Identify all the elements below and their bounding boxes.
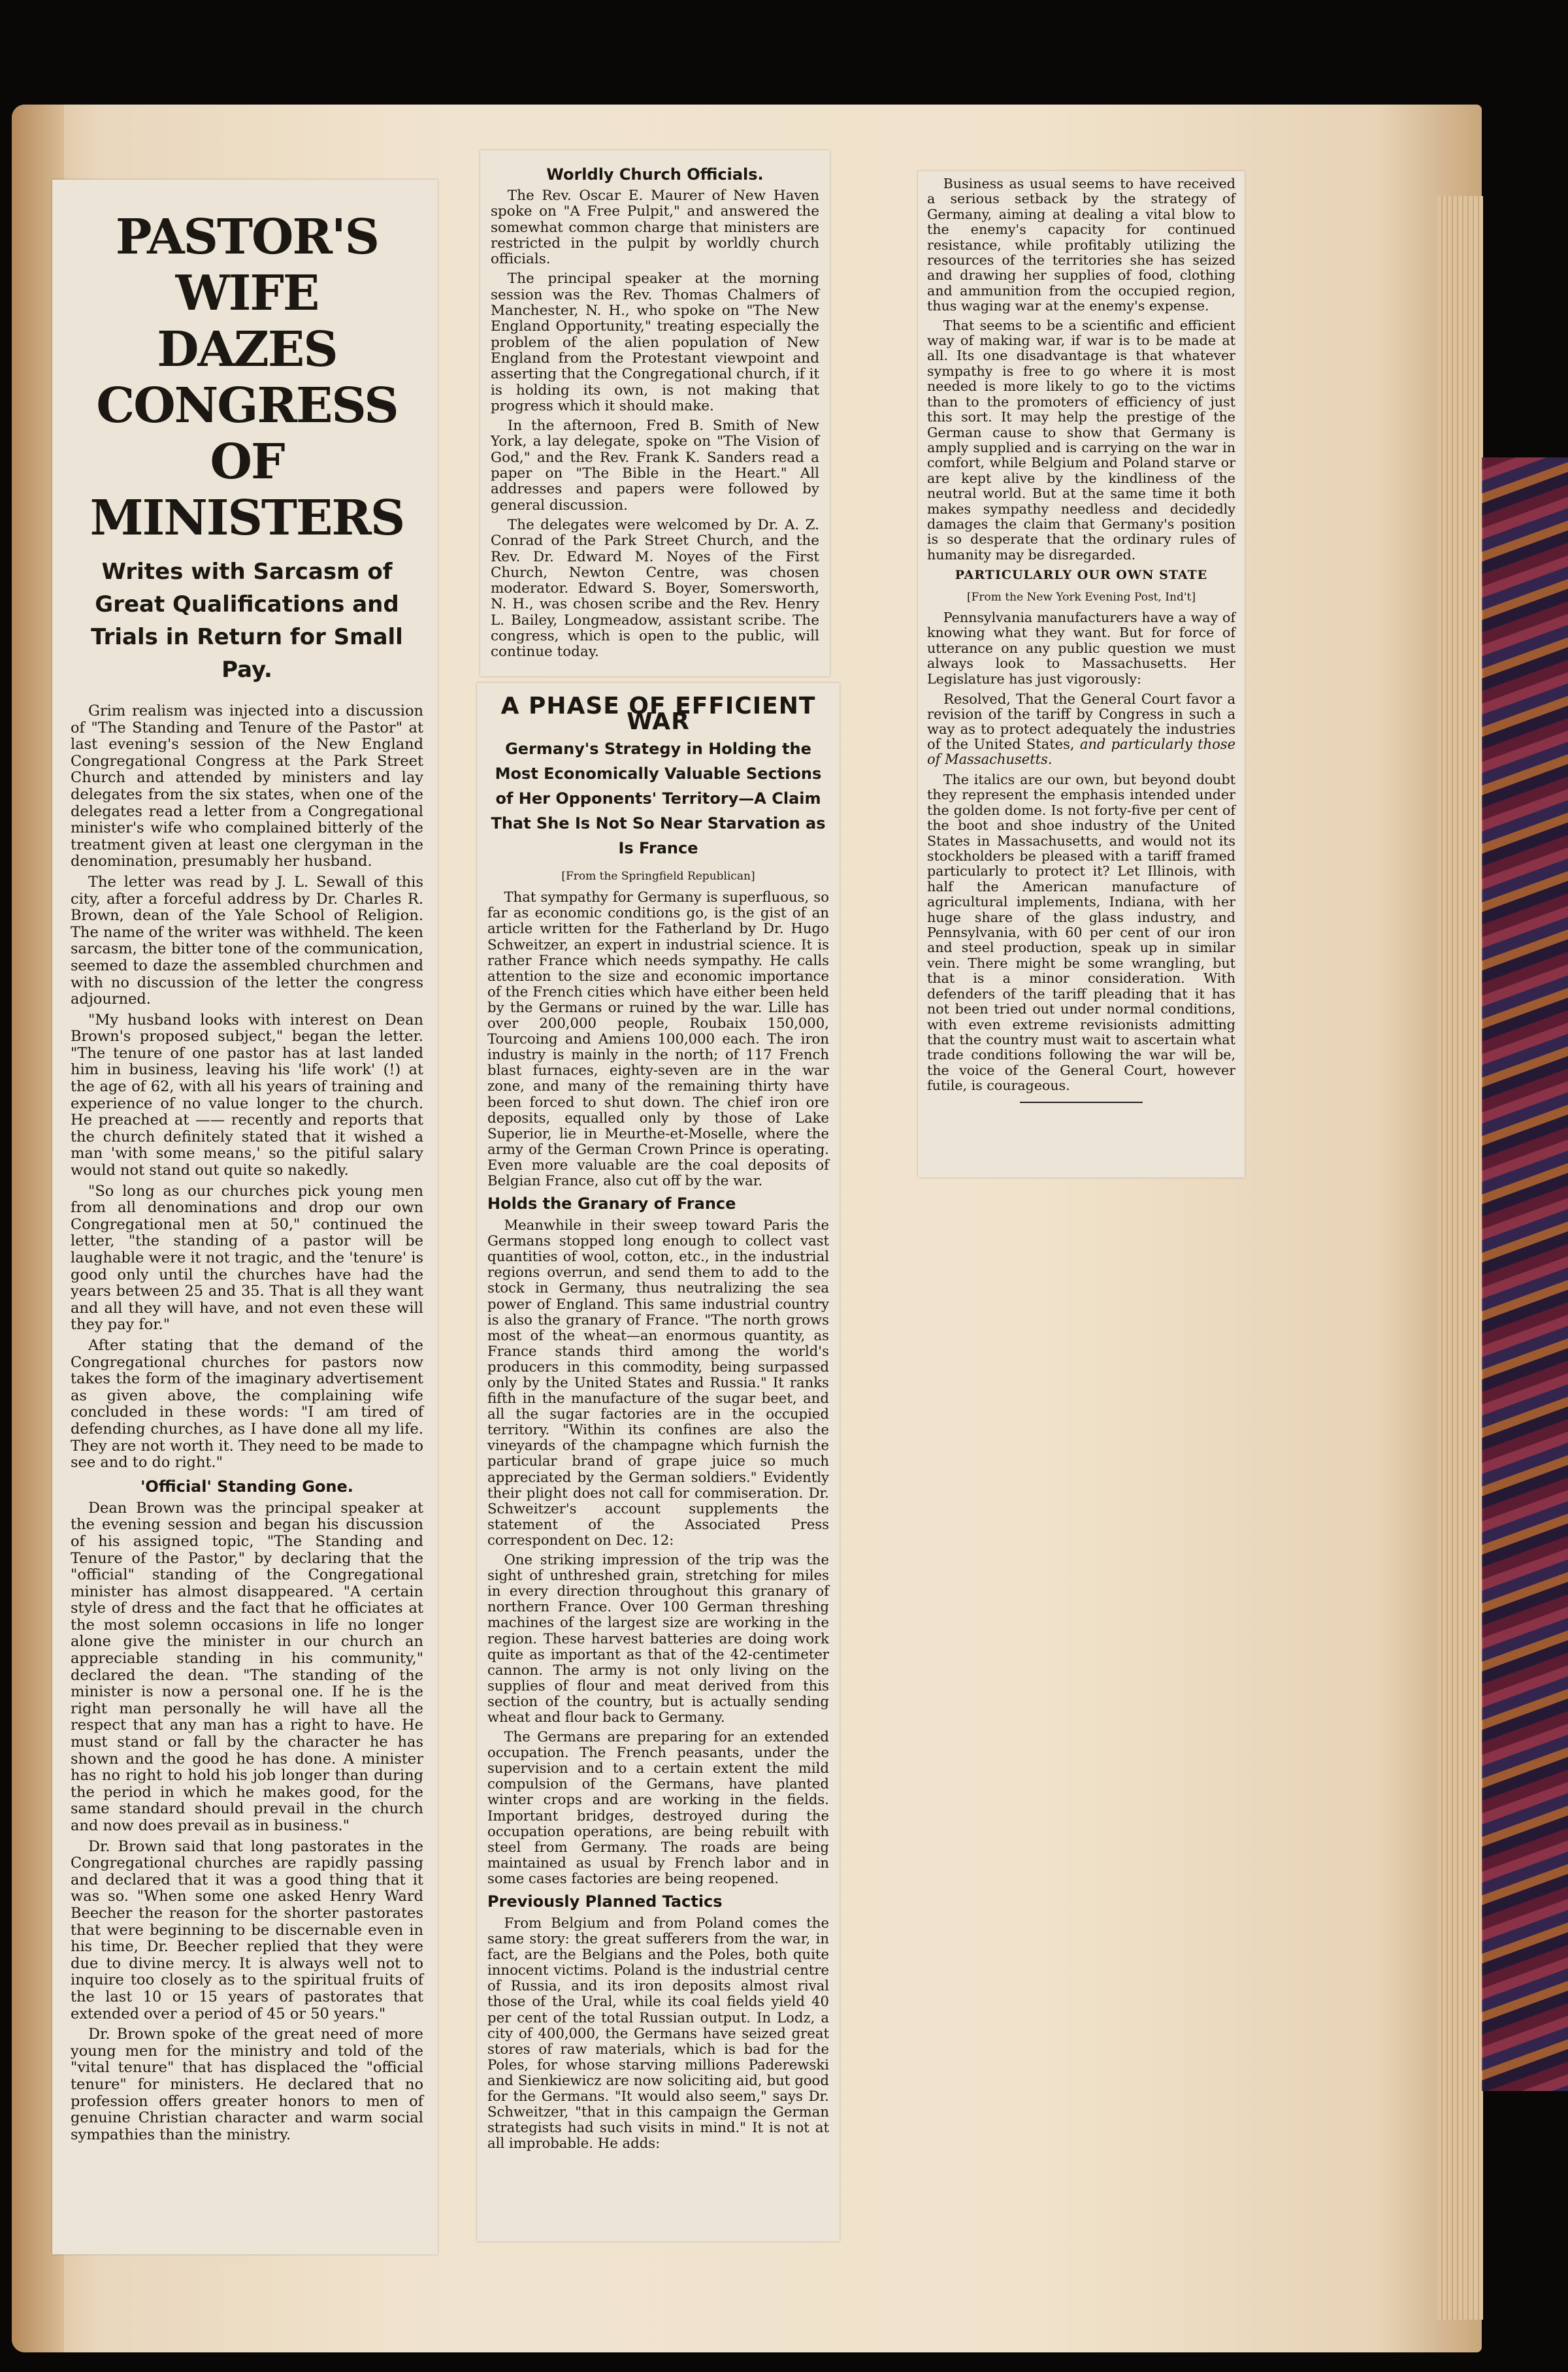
source-line: [From the New York Evening Post, Ind't] bbox=[967, 590, 1196, 604]
paragraph: From Belgium and from Poland comes the same story: the great sufferers from the war, in fact, are the Belgians and the Poles, both quite innocent victims. Poland is the industrial centre of Russia, and its iron deposits almost rival those of the Ural, while its coal fields yield 40 per cent of the total Russian output. In Lodz, a city of 400,000, the Germans have seized great stores of raw materials, which is bad for the Poles, for whose starving millions Paderewski and Sienkiewicz are now soliciting aid, but good for the Germans. "It would also seem," says Dr. Schweitzer, "that in this campaign the German strategists had such visits in mind." It is not at all improbable. He adds: bbox=[487, 1915, 829, 2152]
paragraph: The italics are our own, but beyond doubt they represent the emphasis intended under the golden dome. Is not forty-five per cent of the boot and shoe industry of the United States in Massachusetts, and would not its stockholders be pleased with a tariff framed particularly to protect it? Let Illinois, with half the American manufacture of agricultural implements, Indiana, with her huge share of the glass industry, and Pennsylvania, with 60 per cent of our iron and steel production, speak up in similar vein. There might be some wrangling, but that is a minor consideration. With defenders of the tariff pleading that it has not been tried out under normal conditions, with even extreme revisionists admitting that the country must wait to ascertain what trade conditions following the war will be, the voice of the General Court, however futile, is courageous. bbox=[927, 772, 1235, 1094]
paragraph: The letter was read by J. L. Sewall of this city, after a forceful address by Dr. Charles R. Brown, dean of the Yale School of Religion. The name of the writer was withheld. The keen sarcasm, the bitter tone of the communication, seemed to daze the assembled churchmen and with no discussion of the letter the congress adjourned. bbox=[71, 873, 423, 1008]
clipping-phase-of-efficient-war bbox=[477, 683, 840, 2241]
paragraph: Dean Brown was the principal speaker at the evening session and began his discussion of his assigned topic, "The Standing and Tenure of the Pastor," by declaring that the "official" standing of the Congregational minister has almost disappeared. "A certain style of dress and the fact that he officiates at the most solemn occasions in life no longer alone give the minister in our church an appreciable standing in his community," declared the dean. "The standing of the minister is now a personal one. If he is the right man personally he will have all the respect that any man has a right to have. He must stand or fall by the character he has shown and the good he has done. A minister has no right to hold his job longer than during the period in which he makes good, for the same standard should prevail in the church and now does prevail as in business." bbox=[71, 1499, 423, 1834]
source-line: [From the Springfield Republican] bbox=[561, 870, 755, 883]
subhead: Worldly Church Officials. bbox=[546, 165, 764, 184]
paragraph: One striking impression of the trip was the sight of unthreshed grain, stretching for miles in every direction throughout this granary of northern France. Over 100 German threshing machines of the largest size are working in the region. These harvest batteries are doing work quite as important as that of the 42-centimeter cannon. The army is not only living on the supplies of flour and meat derived from this section of the country, but is actually sending wheat and flour back to Germany. bbox=[487, 1551, 829, 1725]
headline: A PHASE OF EFFICIENT WAR bbox=[500, 693, 816, 736]
paragraph: Grim realism was injected into a discussion of "The Standing and Tenure of the Pastor" at last evening's session of the New England Congregational Congress at the Park Street Church and attended by ministers and lay delegates from the six states, when one of the delegates read a letter from a Congregational minister's wife who complained bitterly of the treatment given at least one clergyman in the denomination, presumably her husband. bbox=[71, 702, 423, 870]
end-rule bbox=[1020, 1102, 1143, 1103]
resolution-italic: and particularly those of Massachusetts. bbox=[927, 736, 1235, 767]
resolution-quote bbox=[927, 692, 1235, 767]
clipping-particularly-our-own-state bbox=[918, 171, 1245, 1178]
paragraph: The delegates were welcomed by Dr. A. Z. Conrad of the Park Street Church, and the Rev. Dr. Edward M. Noyes of the First Church, Newton Centre, was chosen moderator. Edward S. Boyer, Somersworth, N. H., was chosen scribe and the Rev. Henry L. Bailey, Longmeadow, assistant scribe. The congress, which is open to the public, will continue today. bbox=[491, 516, 819, 661]
paragraph: Dr. Brown spoke of the great need of more young men for the ministry and told of the "vital tenure" that has displaced the "official tenure" for ministers. He declared that no profession offers greater honors to men of genuine Christian character and warm social sympathies than the ministry. bbox=[71, 2026, 423, 2143]
headline bbox=[71, 209, 423, 546]
resolution-text: Resolved, That the General Court favor a revision of the tariff by Congress in such a way as to protect adequately the industries of the United States, bbox=[927, 691, 1235, 752]
clipping-pastors-wife bbox=[52, 180, 438, 2254]
paragraph: Pennsylvania manufacturers have a way of knowing what they want. But for force of utterance on any public question we must always look to Massachusetts. Her Legislature has just vigorously: bbox=[927, 609, 1235, 687]
marbled-endpaper bbox=[1482, 457, 1568, 2091]
headline: PARTICULARLY OUR OWN STATE bbox=[955, 568, 1208, 583]
paragraph: Business as usual seems to have received a serious setback by the strategy of Germany, aiming at dealing a vital blow to the enemy's capacity for continued resistance, while profitably utilizing the resources of the territories she has seized and drawing her supplies of food, clothing and ammunition from the occupied region, thus waging war at the enemy's expense. bbox=[927, 176, 1235, 314]
paragraph: The Germans are preparing for an extended occupation. The French peasants, under the supervision and to a certain extent the mild compulsion of the Germans, have planted winter crops and are working in the fields. Important bridges, destroyed during the occupation operations, are being rebuilt with steel from Germany. The roads are being maintained as usual by French labor and in some cases factories are being reopened. bbox=[487, 1728, 829, 1886]
deck: Writes with Sarcasm of Great Qualifications and Trials in Return for Small Pay. bbox=[91, 559, 403, 683]
paragraph: That seems to be a scientific and efficient way of making war, if war is to be made at all. Its one disadvantage is that whatever sympathy is free to go where it is most needed is more likely to go to the victims than to the promoters of efficiency of just this sort. It may help the prestige of the German cause to show that Germany is amply supplied and is carrying on the war in comfort, while Belgium and Poland starve or are kept alive by the kindliness of the neutral world. But at the same time it both makes sympathy needless and decidedly damages the claim that Germany's position is so desperate that the ordinary rules of humanity may be disregarded. bbox=[927, 317, 1235, 563]
page-stack-edge bbox=[1437, 196, 1483, 2320]
deck: Germany's Strategy in Holding the Most Economically Valuable Sections of Her Opponents' Territory—A Claim That She Is Not So Near Starvation as Is France bbox=[491, 740, 826, 858]
paragraph: "My husband looks with interest on Dean Brown's proposed subject," began the letter. "The tenure of one pastor has at last landed him in business, leaving his 'life work' (!) at the age of 62, with all his years of training and experience of no value longer to the church. He preached at —— recently and reports that the church definitely stated that it wished a man 'with some means,' so the pitiful salary would not stand out quite so nakedly. bbox=[71, 1011, 423, 1179]
paragraph: That sympathy for Germany is superfluous, so far as economic conditions go, is the gist of an article written for the Fatherland by Dr. Hugo Schweitzer, an expert in industrial science. It is rather France which needs sympathy. He calls attention to the size and economic importance of the French cities which have either been held by the Germans or ruined by the war. Lille has over 200,000 people, Roubaix 150,000, Tourcoing and Amiens 100,000 each. The iron industry is mainly in the north; of 117 French blast furnaces, eighty-seven are in the war zone, and many of the remaining thirty have been forced to shut down. The chief iron ore deposits, equalled only by those of Lake Superior, lie in Meurthe-et-Moselle, where the army of the German Crown Prince is operating. Even more valuable are the coal deposits of Belgian France, also cut off by the war. bbox=[487, 889, 829, 1189]
paragraph: After stating that the demand of the Congregational churches for pastors now takes the form of the imaginary advertisement as given above, the complaining wife concluded in these words: "I am tired of defending churches, as I have done all my life. They are not worth it. They need to be made to see and to do right." bbox=[71, 1336, 423, 1472]
paragraph: In the afternoon, Fred B. Smith of New York, a lay delegate, spoke on "The Vision of God," and the Rev. Frank K. Sanders read a paper on "The Bible in the Heart." All addresses and papers were followed by general discussion. bbox=[491, 418, 819, 514]
paragraph: The Rev. Oscar E. Maurer of New Haven spoke on "A Free Pulpit," and answered the somewhat common charge that ministers are restricted in the pulpit by worldly church officials. bbox=[491, 188, 819, 268]
paragraph: "So long as our churches pick young men from all denominations and drop our own Congregational men at 50," continued the letter, "the standing of a pastor will be laughable were it not tragic, and the 'tenure' is good only until the churches have had the years between 25 and 35. That is all they want and all they will have, and not even these will they pay for." bbox=[71, 1182, 423, 1334]
paragraph: The principal speaker at the morning session was the Rev. Thomas Chalmers of Manchester, N. H., who spoke on "The New England Opportunity," treating especially the problem of the alien population of New England from the Protestant viewpoint and asserting that the Congregational church, if it is holding its own, is not making that progress which it should make. bbox=[491, 271, 819, 414]
headline-line-1: PASTOR'S WIFE bbox=[115, 209, 379, 321]
subhead: Holds the Granary of France bbox=[487, 1194, 736, 1213]
paragraph: Meanwhile in their sweep toward Paris the Germans stopped long enough to collect vast quantities of wool, cotton, etc., in the industrial regions overrun, and send them to add to the stock in Germany, thus neutralizing the sea power of England. This same industrial country is also the granary of France. "The north grows most of the wheat—an enormous quantity, as France stands third among the world's producers in this commodity, being surpassed only by the United States and Russia." It ranks fifth in the manufacture of the sugar beet, and all the sugar factories are in the occupied territory. "Within its confines are also the vineyards of the champagne which furnish the particular brand of grape juice so much appreciated by the German soldiers." Evidently their plight does not call for commiseration. Dr. Schweitzer's account supplements the statement of the Associated Press correspondent on Dec. 12: bbox=[487, 1217, 829, 1548]
subhead: Previously Planned Tactics bbox=[487, 1892, 723, 1911]
headline-line-2: DAZES CONGRESS bbox=[96, 321, 398, 434]
clipping-worldly-church-officials bbox=[480, 150, 830, 676]
subhead: 'Official' Standing Gone. bbox=[140, 1477, 353, 1496]
headline-line-3: OF MINISTERS bbox=[90, 434, 404, 546]
paragraph: Dr. Brown said that long pastorates in the Congregational churches are rapidly passing and declared that it was a good thing that it was so. "When some one asked Henry Ward Beecher the reason for the shorter pastorates that were beginning to be discernable even in his time, Dr. Beecher replied that they were due to divine mercy. It is always well not to inquire too closely as to the spiritual fruits of the last 10 or 15 years of pastorates that extended over a period of 45 or 50 years." bbox=[71, 1837, 423, 2022]
